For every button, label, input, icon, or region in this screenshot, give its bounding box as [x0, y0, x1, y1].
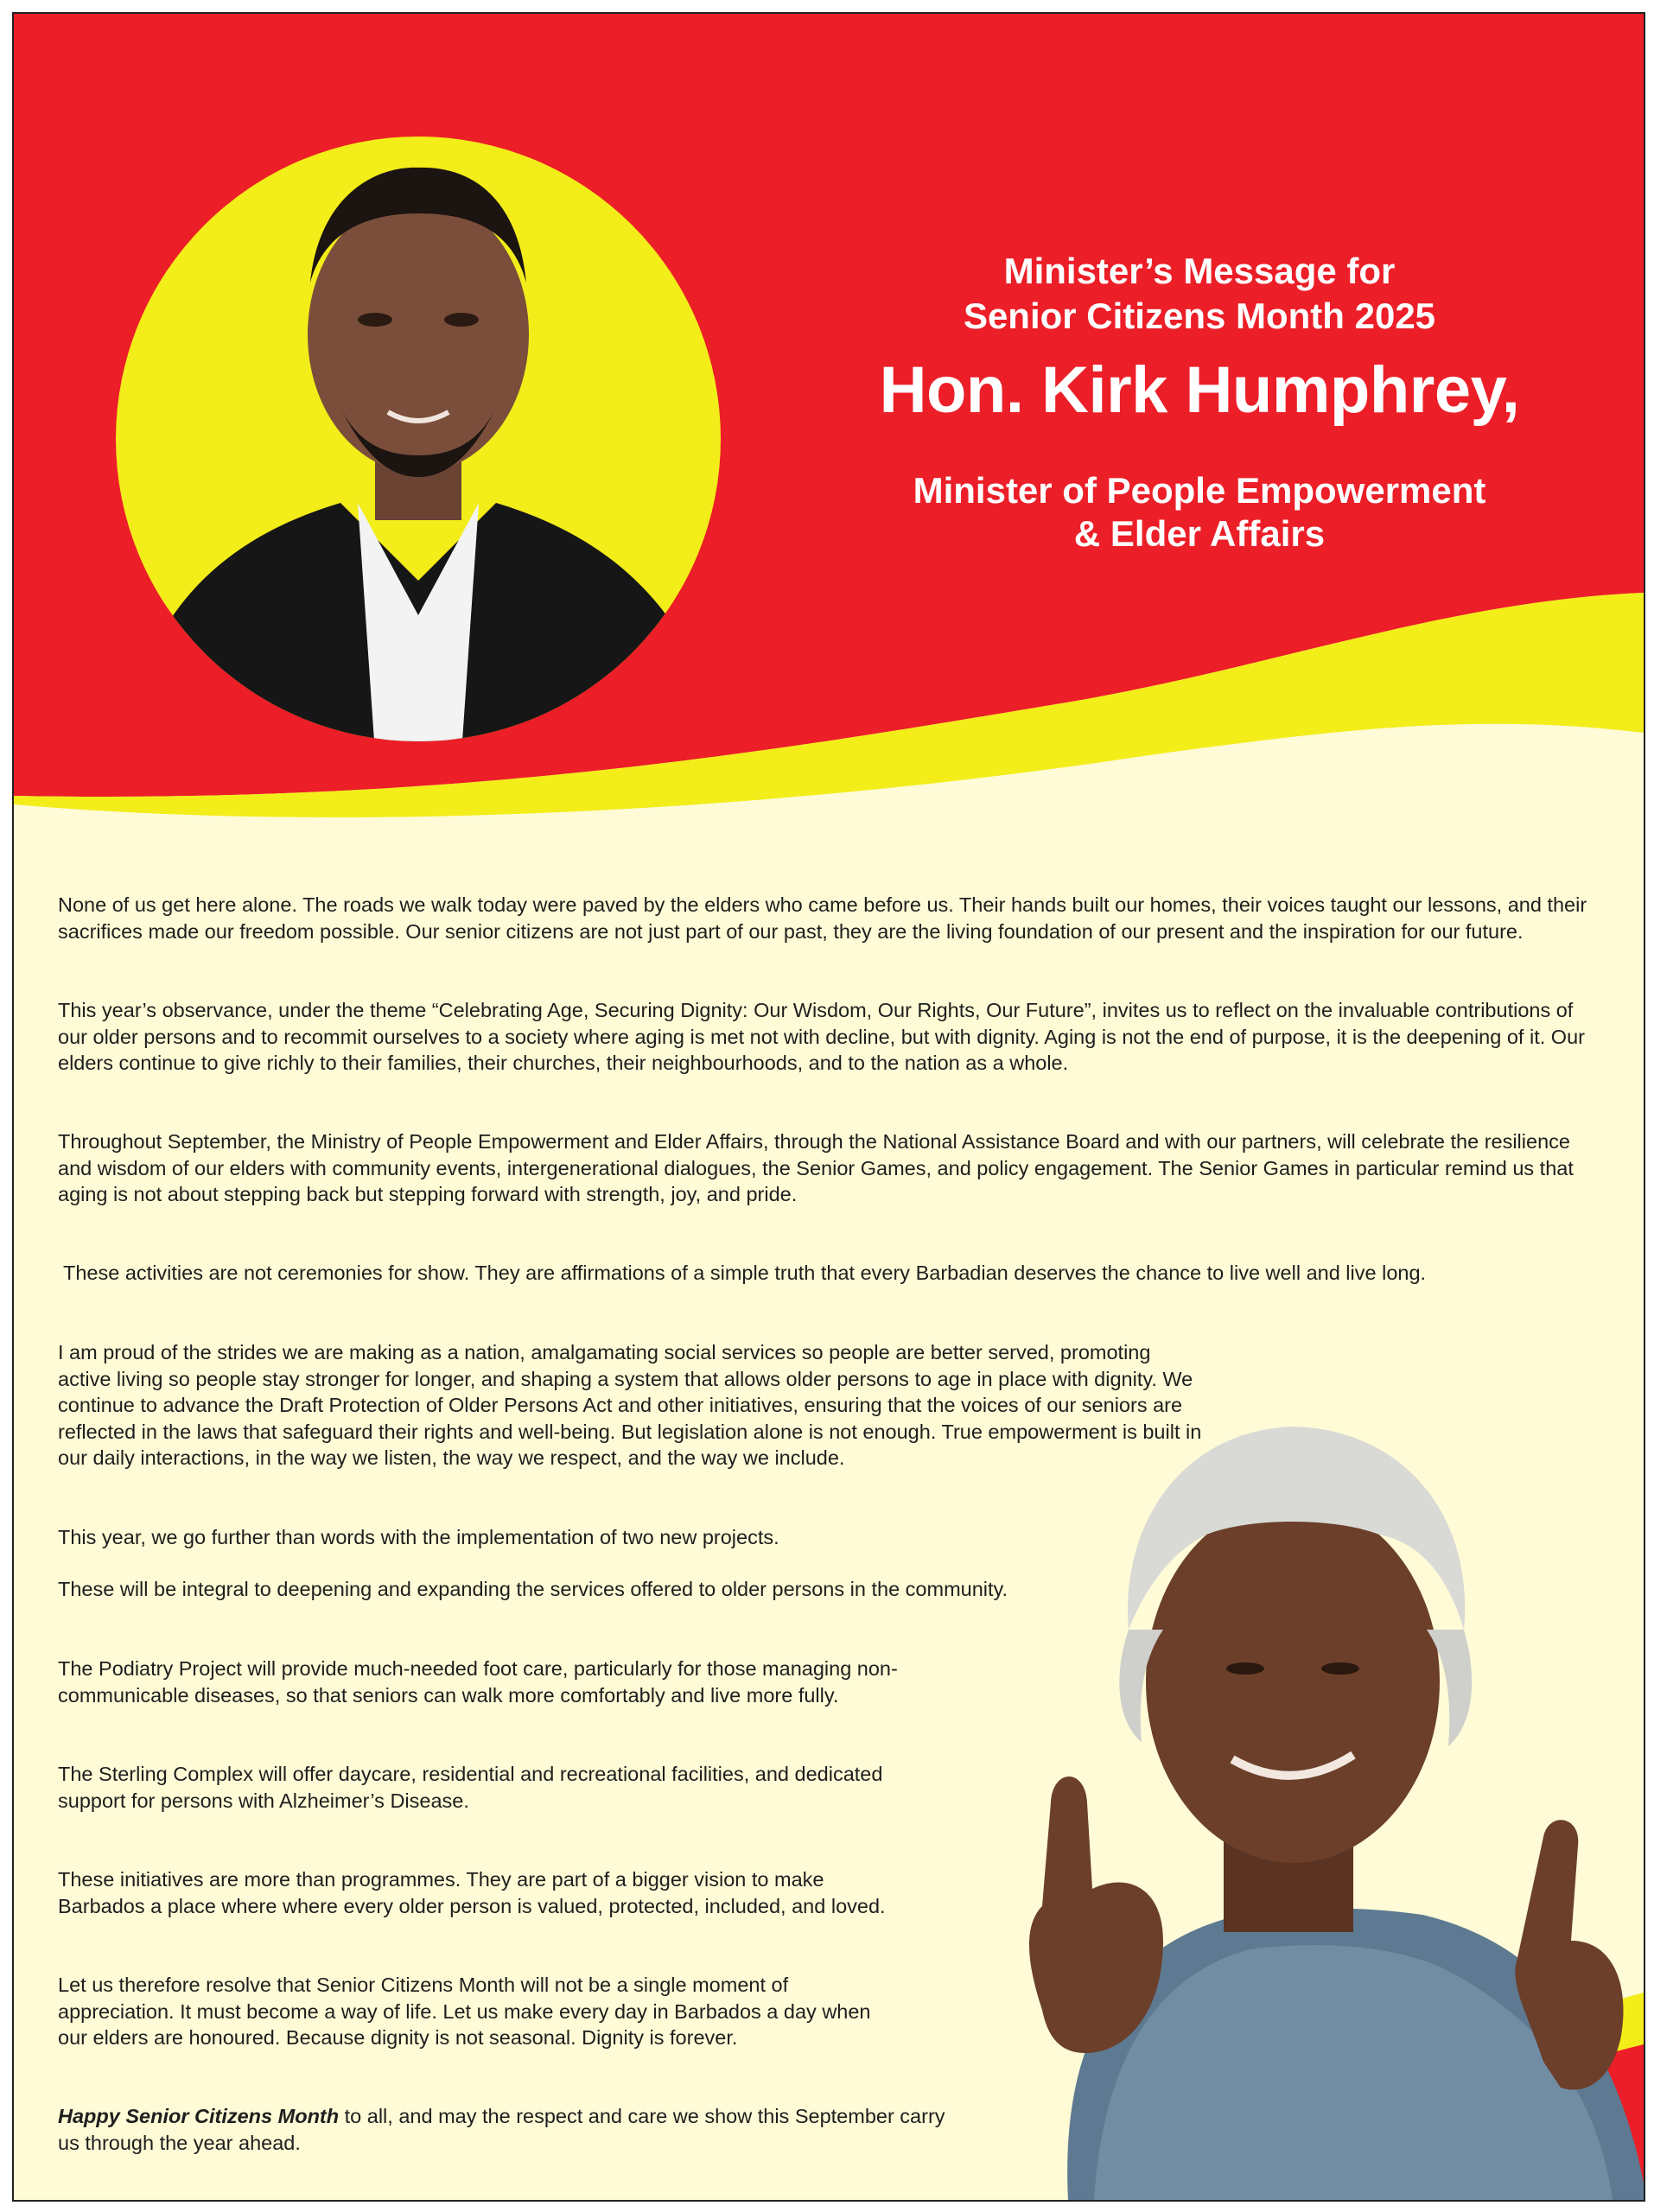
body-paragraph-1: None of us get here alone. The roads we walk today were paved by the elders who came before us. Their hands built our homes, their voices taught our lessons, and their sacrifices made our freedom possible. Our senior citizens are not just part of our past, they are the living foundation of our present and the inspiration for our future.: [58, 893, 1587, 943]
body-paragraph-7: These will be integral to deepening and expanding the services offered to older persons in the community.: [58, 1578, 1008, 1600]
message-title-line2: Senior Citizens Month 2025: [963, 296, 1436, 336]
body-paragraph-9: The Sterling Complex will offer daycare, residential and recreational facilities, and dedicated support for persons with Alzheimer’s Disease.: [58, 1763, 883, 1812]
body-paragraph-6: This year, we go further than words with the implementation of two new projects.: [58, 1526, 779, 1548]
body-paragraph-3: Throughout September, the Ministry of People Empowerment and Elder Affairs, through the National Assistance Board and with our partners, will celebrate the resilience and wisdom of our elders with community events, intergenerational dialogues, the Senior Games, and policy engagement. The Senior Games in particular remind us that aging is not about stepping back but stepping forward with strength, joy, and pride.: [58, 1130, 1574, 1205]
minister-role-line2: & Elder Affairs: [1073, 513, 1326, 554]
body-paragraph-5: I am proud of the strides we are making as a nation, amalgamating social services so people are better served, promoting active living so people stay stronger for longer, and shaping a system that allows older persons to age in place with dignity. We continue to advance the Draft Protection of Older Persons Act and other initiatives, ensuring that the voices of our seniors are reflected in the laws that safeguard their rights and well-being. But legislation alone is not enough. True empowerment is built in our daily interactions, in the way we listen, the way we respect, and the way we include.: [58, 1341, 1202, 1469]
body-paragraph-10: These initiatives are more than programmes. They are part of a bigger vision to make Barbados a place where where every older person is valued, protected, included, and loved.: [58, 1868, 886, 1917]
body-paragraph-11: Let us therefore resolve that Senior Citizens Month will not be a single moment of appreciation. It must become a way of life. Let us make every day in Barbados a day when our elders are honoured. Because dignity is not seasonal. Dignity is forever.: [58, 1974, 871, 2049]
minister-role-line1: Minister of People Empowerment: [913, 470, 1486, 511]
minister-portrait: [116, 97, 721, 741]
body-paragraph-2: This year’s observance, under the theme “Celebrating Age, Securing Dignity: Our Wisdom, Our Rights, Our Future”, invites us to reflect on the invaluable contributions of our older persons and to recommit ourselves to a society where aging is met not with decline, but with dignity. Aging is not the end of purpose, it is the deepening of it. Our elders continue to give richly to their families, their churches, their neighbourhoods, and to the nation as a whole.: [58, 999, 1585, 1074]
minister-name: Hon. Kirk Humphrey,: [879, 353, 1520, 427]
message-title-line1: Minister’s Message for: [1003, 251, 1396, 291]
closing-text: to all, and may the respect and care we show this September carry us through the year ahead.: [58, 2105, 945, 2154]
closing-greeting: Happy Senior Citizens Month: [58, 2105, 340, 2127]
body-paragraph-8: The Podiatry Project will provide much-needed foot care, particularly for those managing non-communicable diseases, so that seniors can walk more comfortably and live more fully.: [58, 1657, 898, 1707]
closing-paragraph: [58, 2103, 948, 2156]
body-paragraph-4: These activities are not ceremonies for show. They are affirmations of a simple truth that every Barbadian deserves the chance to live well and live long.: [63, 1262, 1427, 1284]
poster: [12, 12, 1645, 2202]
